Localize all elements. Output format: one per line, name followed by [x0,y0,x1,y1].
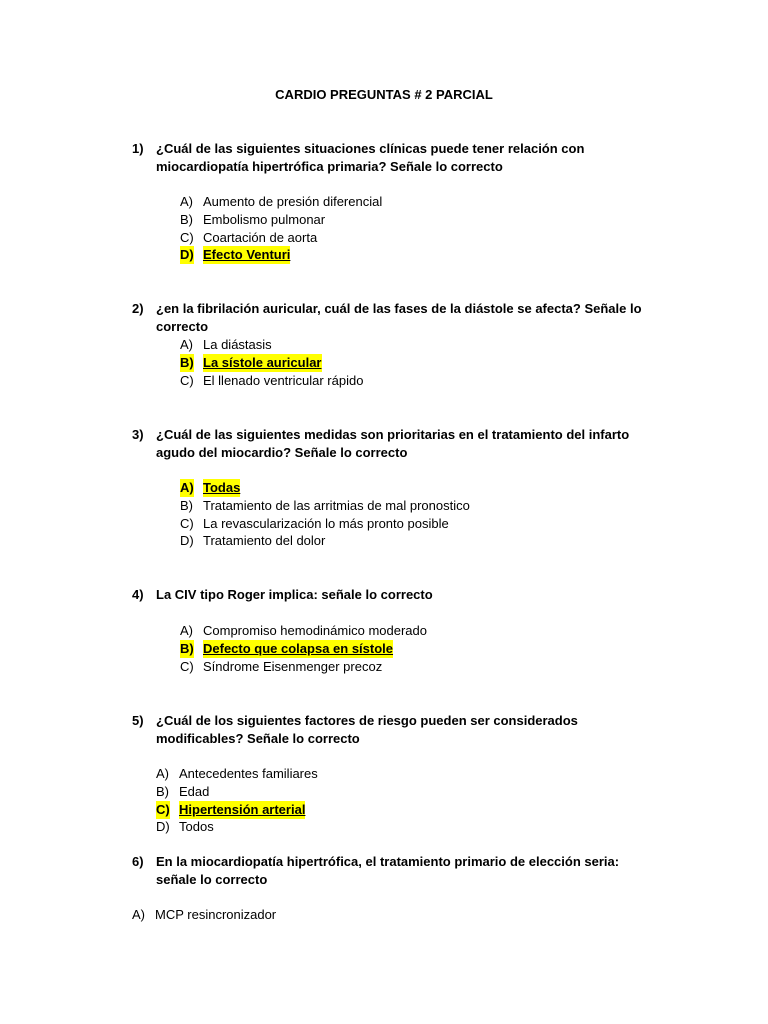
question-text: ¿en la fibrilación auricular, cuál de las fases de la diástole se afecta? Señale lo correcto [156,301,642,334]
question-number: 6) [132,854,144,869]
question-text: En la miocardiopatía hipertrófica, el tratamiento primario de elección seria: señale lo correcto [156,854,620,887]
question-5 [132,712,652,748]
question-number: 1) [132,141,144,156]
question-6 [132,853,652,889]
question-1 [132,140,652,176]
question-number: 4) [132,587,144,602]
question-4 [132,586,652,604]
question-number: 3) [132,427,144,442]
question-text: ¿Cuál de las siguientes medidas son prioritarias en el tratamiento del infarto agudo del miocardio? Señale lo correcto [156,427,630,460]
question-text: La CIV tipo Roger implica: señale lo correcto [156,587,433,602]
document-title: CARDIO PREGUNTAS # 2 PARCIAL [275,87,493,102]
question-3 [132,426,652,462]
question-2 [132,300,652,336]
question-text: ¿Cuál de los siguientes factores de riesgo pueden ser considerados modificables? Señale lo correcto [156,713,578,746]
question-number: 2) [132,301,144,316]
question-text: ¿Cuál de las siguientes situaciones clínicas puede tener relación con miocardiopatía hipertrófica primaria? Señale lo correcto [156,141,585,174]
question-number: 5) [132,713,144,728]
